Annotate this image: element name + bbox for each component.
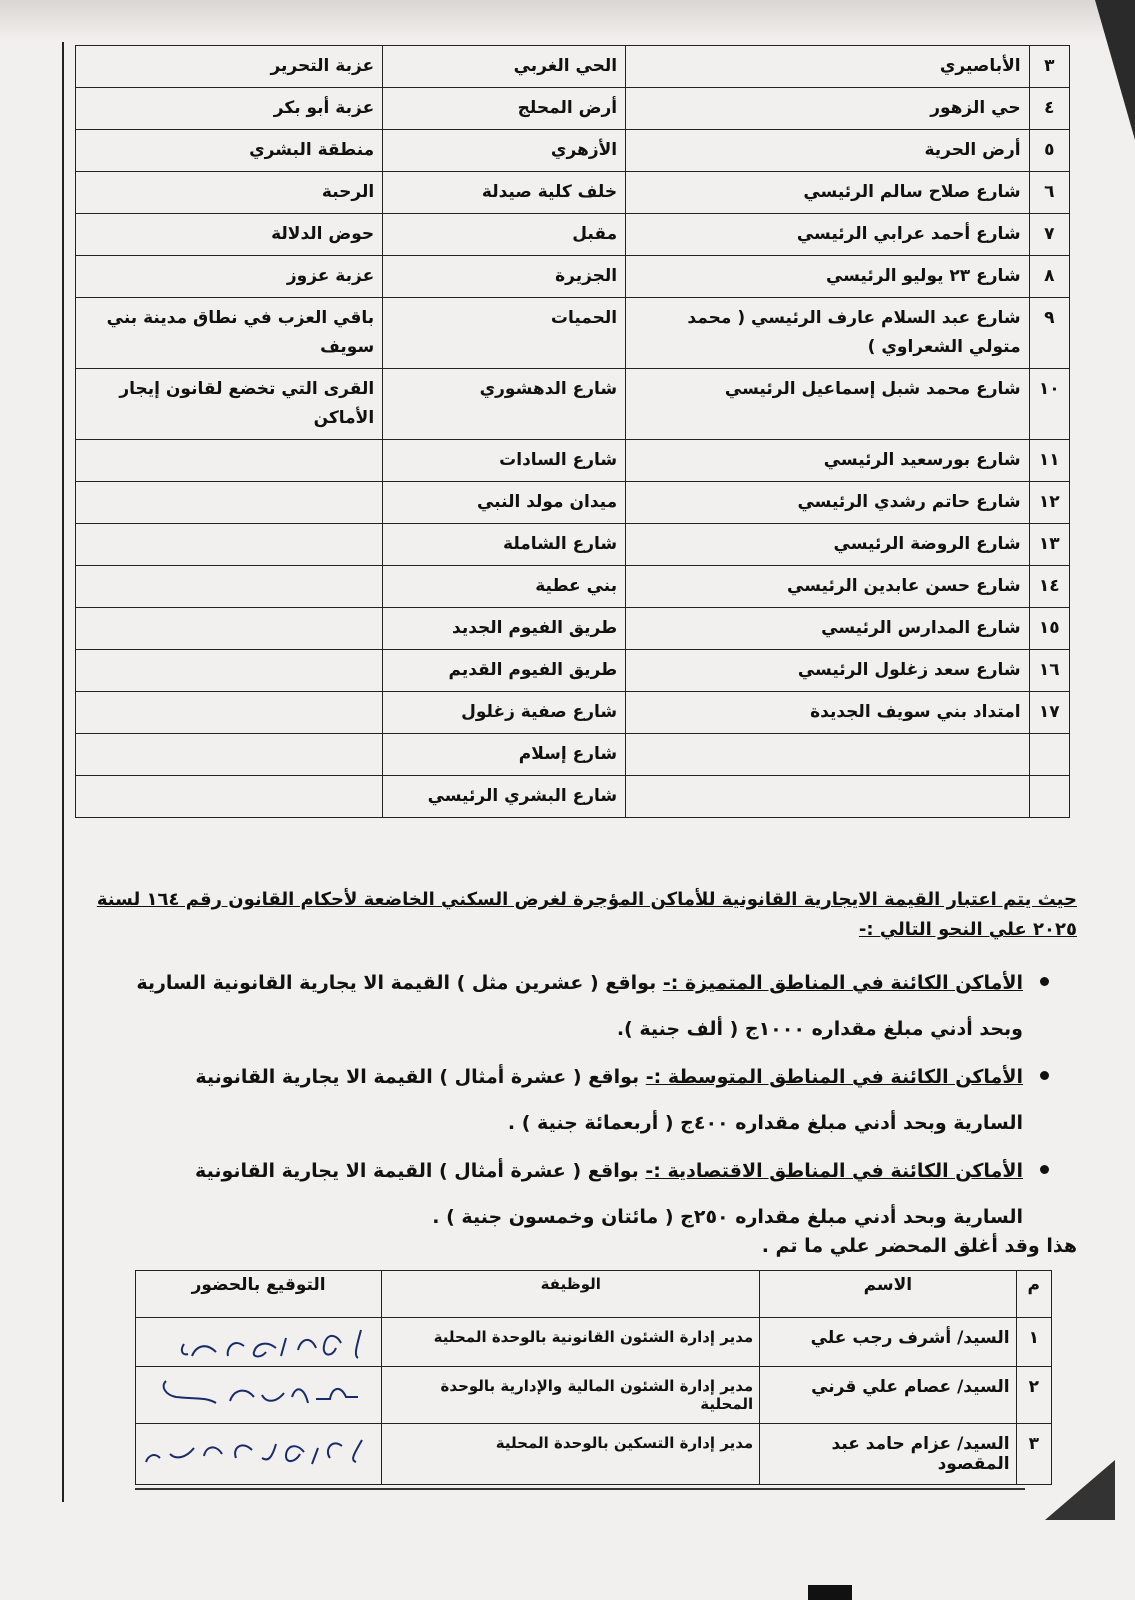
- table-row: [76, 298, 1070, 369]
- central-area-cell: شارع حسن عابدين الرئيسي: [626, 565, 1029, 607]
- row-job: مدير إدارة الشئون القانونية بالوحدة المحلية: [382, 1318, 760, 1367]
- medium-area-cell: أرض المحلج: [383, 88, 626, 130]
- bullet-text: بواقع ( عشرة أمثال ) القيمة الا يجارية القانونية السارية وبحد أدني مبلغ مقداره ٢٥٠ج ( مائتان وخمسون جنية ) .: [195, 1160, 1023, 1228]
- row-number: ١١: [1029, 439, 1069, 481]
- intro-paragraph: حيث يتم اعتبار القيمة الايجارية القانونية للأماكن المؤجرة لغرض السكني الخاضعة لأحكام القانون رقم ١٦٤ لسنة ٢٠٢٥ علي النحو التالي :-: [96, 889, 1077, 940]
- economic-area-cell: [76, 523, 383, 565]
- list-item: [135, 960, 1023, 1052]
- closing-statement: هذا وقد أغلق المحضر علي ما تم .: [761, 1235, 1077, 1257]
- table-row: [76, 607, 1070, 649]
- bullet-lead: الأماكن الكائنة في المناطق المتميزة :-: [662, 972, 1023, 994]
- medium-area-cell: الجزيرة: [383, 256, 626, 298]
- medium-area-cell: ميدان مولد النبي: [383, 481, 626, 523]
- bullet-lead: الأماكن الكائنة في المناطق المتوسطة :-: [645, 1066, 1023, 1088]
- row-job: مدير إدارة التسكين بالوحدة المحلية: [382, 1424, 760, 1485]
- row-number: ١٠: [1029, 368, 1069, 439]
- medium-area-cell: طريق الفيوم القديم: [383, 649, 626, 691]
- central-area-cell: شارع بورسعيد الرئيسي: [626, 439, 1029, 481]
- central-area-cell: شارع عبد السلام عارف الرئيسي ( محمد متولي الشعراوي ): [626, 298, 1029, 369]
- economic-area-cell: [76, 733, 383, 775]
- table-row: [76, 88, 1070, 130]
- table-row: [136, 1367, 1052, 1424]
- central-area-cell: شارع أحمد عرابي الرئيسي: [626, 214, 1029, 256]
- central-area-cell: الأباصيري: [626, 46, 1029, 88]
- economic-area-cell: الرحبة: [76, 172, 383, 214]
- signature-1: [136, 1318, 382, 1367]
- economic-area-cell: منطقة البشري: [76, 130, 383, 172]
- central-area-cell: شارع صلاح سالم الرئيسي: [626, 172, 1029, 214]
- central-area-cell: شارع المدارس الرئيسي: [626, 607, 1029, 649]
- economic-area-cell: باقي العزب في نطاق مدينة بني سويف: [76, 298, 383, 369]
- economic-area-cell: عزبة التحرير: [76, 46, 383, 88]
- economic-area-cell: [76, 775, 383, 817]
- medium-area-cell: شارع الشاملة: [383, 523, 626, 565]
- table-row: [76, 775, 1070, 817]
- signature-2: [136, 1367, 382, 1424]
- table-row: [76, 368, 1070, 439]
- table-row: [76, 439, 1070, 481]
- table-row: [76, 691, 1070, 733]
- signature-3: [136, 1424, 382, 1485]
- table-row: [136, 1318, 1052, 1367]
- header-job: الوظيفة: [382, 1271, 760, 1318]
- medium-area-cell: الحميات: [383, 298, 626, 369]
- rent-rules-list: [135, 960, 1023, 1242]
- row-number: ٩: [1029, 298, 1069, 369]
- economic-area-cell: [76, 565, 383, 607]
- central-area-cell: أرض الحرية: [626, 130, 1029, 172]
- row-number: ٤: [1029, 88, 1069, 130]
- medium-area-cell: خلف كلية صيدلة: [383, 172, 626, 214]
- medium-area-cell: الحي الغربي: [383, 46, 626, 88]
- handwritten-signature: [136, 1318, 366, 1366]
- bullet-text: بواقع ( عشرة أمثال ) القيمة الا يجارية القانونية السارية وبحد أدني مبلغ مقداره ٤٠٠ج ( أربعمائة جنية ) .: [195, 1066, 1023, 1134]
- medium-area-cell: شارع السادات: [383, 439, 626, 481]
- central-area-cell: [626, 733, 1029, 775]
- bullet-lead: الأماكن الكائنة في المناطق الاقتصادية :-: [645, 1160, 1023, 1182]
- row-number: ١٤: [1029, 565, 1069, 607]
- economic-area-cell: [76, 481, 383, 523]
- economic-area-cell: [76, 649, 383, 691]
- table-row: [76, 46, 1070, 88]
- medium-area-cell: الأزهري: [383, 130, 626, 172]
- row-name: السيد/ عزام حامد عبد المقصود: [760, 1424, 1016, 1485]
- locations-table: [75, 45, 1070, 818]
- row-number: ٦: [1029, 172, 1069, 214]
- medium-area-cell: طريق الفيوم الجديد: [383, 607, 626, 649]
- economic-area-cell: عزبة عزوز: [76, 256, 383, 298]
- table-row: [76, 733, 1070, 775]
- medium-area-cell: بني عطية: [383, 565, 626, 607]
- economic-area-cell: [76, 607, 383, 649]
- row-number: [1029, 733, 1069, 775]
- table-row: [76, 565, 1070, 607]
- economic-area-cell: [76, 439, 383, 481]
- row-job: مدير إدارة الشئون المالية والإدارية بالوحدة المحلية: [382, 1367, 760, 1424]
- row-number: ٧: [1029, 214, 1069, 256]
- row-number: [1029, 775, 1069, 817]
- table-row: [76, 481, 1070, 523]
- row-number: ٥: [1029, 130, 1069, 172]
- row-num: ٣: [1016, 1424, 1051, 1485]
- economic-area-cell: [76, 691, 383, 733]
- header-num: م: [1016, 1271, 1051, 1318]
- handwritten-signature: [136, 1424, 366, 1472]
- bullet-text: بواقع ( عشرين مثل ) القيمة الا يجارية القانونية السارية وبحد أدني مبلغ مقداره ١٠٠٠ج ( ألف جنية ).: [136, 972, 1023, 1040]
- central-area-cell: شارع حاتم رشدي الرئيسي: [626, 481, 1029, 523]
- row-number: ١٥: [1029, 607, 1069, 649]
- medium-area-cell: شارع الدهشوري: [383, 368, 626, 439]
- table-row: [76, 130, 1070, 172]
- central-area-cell: شارع سعد زغلول الرئيسي: [626, 649, 1029, 691]
- central-area-cell: شارع محمد شبل إسماعيل الرئيسي: [626, 368, 1029, 439]
- central-area-cell: امتداد بني سويف الجديدة: [626, 691, 1029, 733]
- row-number: ١٢: [1029, 481, 1069, 523]
- bottom-rule: [135, 1488, 1025, 1490]
- row-number: ١٧: [1029, 691, 1069, 733]
- medium-area-cell: شارع إسلام: [383, 733, 626, 775]
- row-number: ١٦: [1029, 649, 1069, 691]
- list-item: [135, 1054, 1023, 1146]
- table-row: [136, 1424, 1052, 1485]
- scan-corner-top: [1095, 0, 1135, 140]
- table-row: [76, 214, 1070, 256]
- attendance-table: [135, 1270, 1052, 1485]
- table-row: [76, 172, 1070, 214]
- central-area-cell: [626, 775, 1029, 817]
- medium-area-cell: شارع البشري الرئيسي: [383, 775, 626, 817]
- economic-area-cell: حوض الدلالة: [76, 214, 383, 256]
- table-row: [76, 649, 1070, 691]
- scan-corner-bottom: [1045, 1460, 1115, 1520]
- economic-area-cell: عزبة أبو بكر: [76, 88, 383, 130]
- row-number: ٨: [1029, 256, 1069, 298]
- medium-area-cell: شارع صفية زغلول: [383, 691, 626, 733]
- row-number: ٣: [1029, 46, 1069, 88]
- header-signature: التوقيع بالحضور: [136, 1271, 382, 1318]
- row-name: السيد/ أشرف رجب علي: [760, 1318, 1016, 1367]
- central-area-cell: حي الزهور: [626, 88, 1029, 130]
- header-name: الاسم: [760, 1271, 1016, 1318]
- economic-area-cell: القرى التي تخضع لقانون إيجار الأماكن: [76, 368, 383, 439]
- page-edge-mark: [808, 1585, 852, 1600]
- row-number: ١٣: [1029, 523, 1069, 565]
- scan-shadow: [0, 0, 1135, 40]
- table-header-row: [136, 1271, 1052, 1318]
- central-area-cell: شارع الروضة الرئيسي: [626, 523, 1029, 565]
- row-num: ١: [1016, 1318, 1051, 1367]
- row-num: ٢: [1016, 1367, 1051, 1424]
- table-row: [76, 256, 1070, 298]
- medium-area-cell: مقبل: [383, 214, 626, 256]
- list-item: [135, 1148, 1023, 1240]
- table-row: [76, 523, 1070, 565]
- central-area-cell: شارع ٢٣ يوليو الرئيسي: [626, 256, 1029, 298]
- left-border-line: [62, 42, 64, 1502]
- row-name: السيد/ عصام علي قرني: [760, 1367, 1016, 1424]
- handwritten-signature: [136, 1367, 366, 1415]
